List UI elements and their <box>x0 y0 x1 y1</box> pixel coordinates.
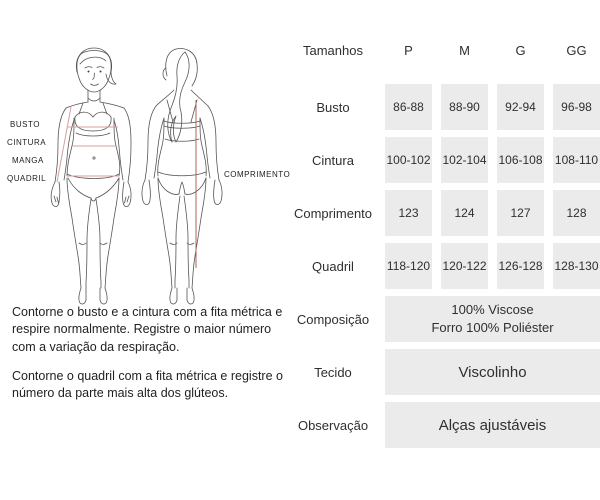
cell-comprimento-p: 123 <box>385 190 432 236</box>
label-comprimento: COMPRIMENTO <box>224 170 291 179</box>
cell-quadril-g: 126-128 <box>497 243 544 289</box>
cell-busto-gg: 96-98 <box>553 84 600 130</box>
label-cintura: CINTURA <box>7 138 47 147</box>
cell-busto-g: 92-94 <box>497 84 544 130</box>
cell-quadril-gg: 128-130 <box>553 243 600 289</box>
label-manga: MANGA <box>12 156 44 165</box>
cell-comprimento-gg: 128 <box>553 190 600 236</box>
row-label-composicao: Composição <box>296 311 370 327</box>
cell-quadril-p: 118-120 <box>385 243 432 289</box>
row-label-cintura: Cintura <box>312 152 354 168</box>
header-size-m: M <box>459 42 470 58</box>
body-measurement-diagram <box>0 0 300 310</box>
cell-busto-p: 86-88 <box>385 84 432 130</box>
composicao-line-2: Forro 100% Poliéster <box>431 320 554 335</box>
cell-cintura-g: 106-108 <box>497 137 544 183</box>
cell-quadril-m: 120-122 <box>441 243 488 289</box>
figure-sketch <box>0 0 300 310</box>
row-label-comprimento: Comprimento <box>293 205 373 221</box>
figure-back <box>142 49 222 304</box>
row-label-observacao: Observação <box>297 417 369 433</box>
label-quadril: QUADRIL <box>7 174 47 183</box>
cell-tecido-value: Viscolinho <box>385 349 600 395</box>
composicao-line-1: 100% Viscose <box>451 302 534 318</box>
instruction-paragraph-1: Contorne o busto e a cintura com a fita métrica e respire normalmente. Registre o maior número com a variação da respiração. <box>12 305 283 354</box>
cell-composicao-value <box>385 296 600 342</box>
cell-comprimento-m: 124 <box>441 190 488 236</box>
cell-cintura-m: 102-104 <box>441 137 488 183</box>
header-size-p: P <box>404 42 413 58</box>
size-table <box>290 30 600 448</box>
cell-busto-m: 88-90 <box>441 84 488 130</box>
header-size-g: G <box>515 42 526 58</box>
cell-cintura-p: 100-102 <box>385 137 432 183</box>
size-table-header <box>290 30 600 70</box>
cell-cintura-gg: 108-110 <box>553 137 600 183</box>
header-size-gg: GG <box>566 42 587 58</box>
instruction-paragraph-2: Contorne o quadril com a fita métrica e registre o número da parte mais alta dos glúteos. <box>12 368 283 400</box>
measurement-instructions <box>12 304 293 414</box>
row-label-quadril: Quadril <box>312 258 354 274</box>
header-tamanhos: Tamanhos <box>303 42 363 58</box>
size-table-body <box>290 84 600 448</box>
cell-comprimento-g: 127 <box>497 190 544 236</box>
label-busto: BUSTO <box>10 120 40 129</box>
row-label-busto: Busto <box>316 99 350 115</box>
row-label-tecido: Tecido <box>314 364 352 380</box>
cell-observacao-value: Alças ajustáveis <box>385 402 600 448</box>
